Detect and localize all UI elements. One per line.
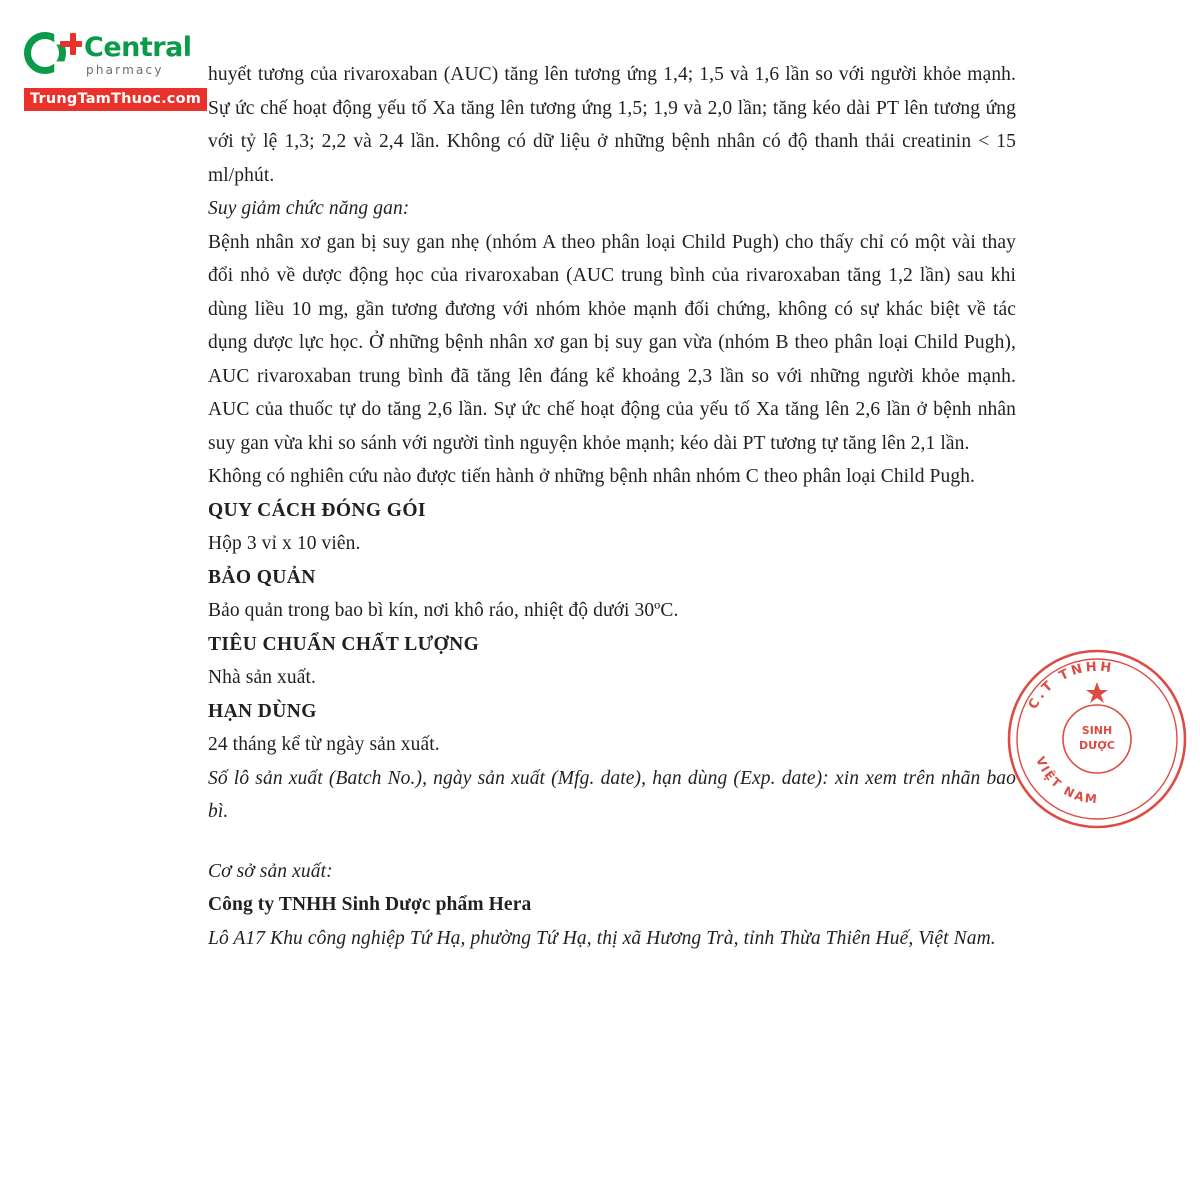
heading-storage: BẢO QUẢN xyxy=(208,566,316,588)
svg-text:SINH: SINH xyxy=(1081,724,1113,737)
manufacturer-name: Công ty TNHH Sinh Dược phẩm Hera xyxy=(208,894,532,915)
paragraph-shelf-life: 24 tháng kể từ ngày sản xuất. xyxy=(208,734,440,755)
site-watermark xyxy=(24,28,214,111)
paragraph-batch-info: Số lô sản xuất (Batch No.), ngày sản xuất (Mfg. date), hạn dùng (Exp. date): xin xem trên nhãn bao bì. xyxy=(208,767,1016,822)
svg-text:VIỆT NAM: VIỆT NAM xyxy=(1033,754,1100,807)
brand-name: Central xyxy=(84,32,192,63)
subheading-hepatic-impairment: Suy giảm chức năng gan: xyxy=(208,198,410,219)
site-url-badge: TrungTamThuoc.com xyxy=(24,88,207,111)
heading-quality-standard: TIÊU CHUẨN CHẤT LƯỢNG xyxy=(208,633,480,655)
document-body xyxy=(208,58,1016,955)
subheading-manufacturer: Cơ sở sản xuất: xyxy=(208,860,333,882)
paragraph-storage: Bảo quản trong bao bì kín, nơi khô ráo, nhiệt độ dưới 30ºC. xyxy=(208,600,679,621)
paragraph-renal-impairment: huyết tương của rivaroxaban (AUC) tăng lên tương ứng 1,4; 1,5 và 1,6 lần so với người khỏe mạnh. Sự ức chế hoạt động yếu tố Xa tăng lên tương ứng 1,5; 1,9 và 2,0 lần; tăng kéo dài PT lên tương ứng với tỷ lệ 1,3; 2,2 và 2,4 lần. Không có dữ liệu ở những bệnh nhân có độ thanh thải creatinin < 15 ml/phút. xyxy=(208,64,1016,186)
logo-row xyxy=(24,28,214,82)
svg-text:DƯỢC: DƯỢC xyxy=(1078,739,1116,752)
manufacturer-address: Lô A17 Khu công nghiệp Tứ Hạ, phường Tứ Hạ, thị xã Hương Trà, tỉnh Thừa Thiên Huế, Việt Nam. xyxy=(208,927,996,949)
logo-wordmark xyxy=(84,34,192,76)
paragraph-child-pugh-c: Không có nghiên cứu nào được tiến hành ở những bệnh nhân nhóm C theo phân loại Child Pugh. xyxy=(208,466,976,487)
brand-subtitle: pharmacy xyxy=(86,63,164,77)
central-pharmacy-logo-icon xyxy=(24,28,78,82)
paragraph-hepatic-impairment: Bệnh nhân xơ gan bị suy gan nhẹ (nhóm A theo phân loại Child Pugh) cho thấy chỉ có một vài thay đổi nhỏ về dược động học của rivaroxaban (AUC trung bình của rivaroxaban tăng 1,2 lần) sau khi dùng liều 10 mg, gần tương đương với nhóm khỏe mạnh đối chứng, không có sự khác biệt về tác dụng dược lực học. Ở những bệnh nhân xơ gan bị suy gan vừa (nhóm B theo phân loại Child Pugh), AUC rivaroxaban trung bình đã tăng lên đáng kể khoảng 2,3 lần so với những người khỏe mạnh. AUC của thuốc tự do tăng 2,6 lần. Sự ức chế hoạt động của yếu tố Xa tăng lên 2,6 lần ở bệnh nhân suy gan vừa khi so sánh với người tình nguyện khỏe mạnh; kéo dài PT tương tự tăng lên 2,1 lần. xyxy=(208,231,1016,454)
paragraph-quality-standard: Nhà sản xuất. xyxy=(208,667,316,688)
heading-packaging: QUY CÁCH ĐÓNG GÓI xyxy=(208,499,426,521)
svg-text:C.T TNHH: C.T TNHH xyxy=(1025,659,1116,712)
company-stamp-icon xyxy=(1006,648,1188,830)
heading-shelf-life: HẠN DÙNG xyxy=(208,700,317,722)
paragraph-packaging: Hộp 3 vỉ x 10 viên. xyxy=(208,533,361,554)
